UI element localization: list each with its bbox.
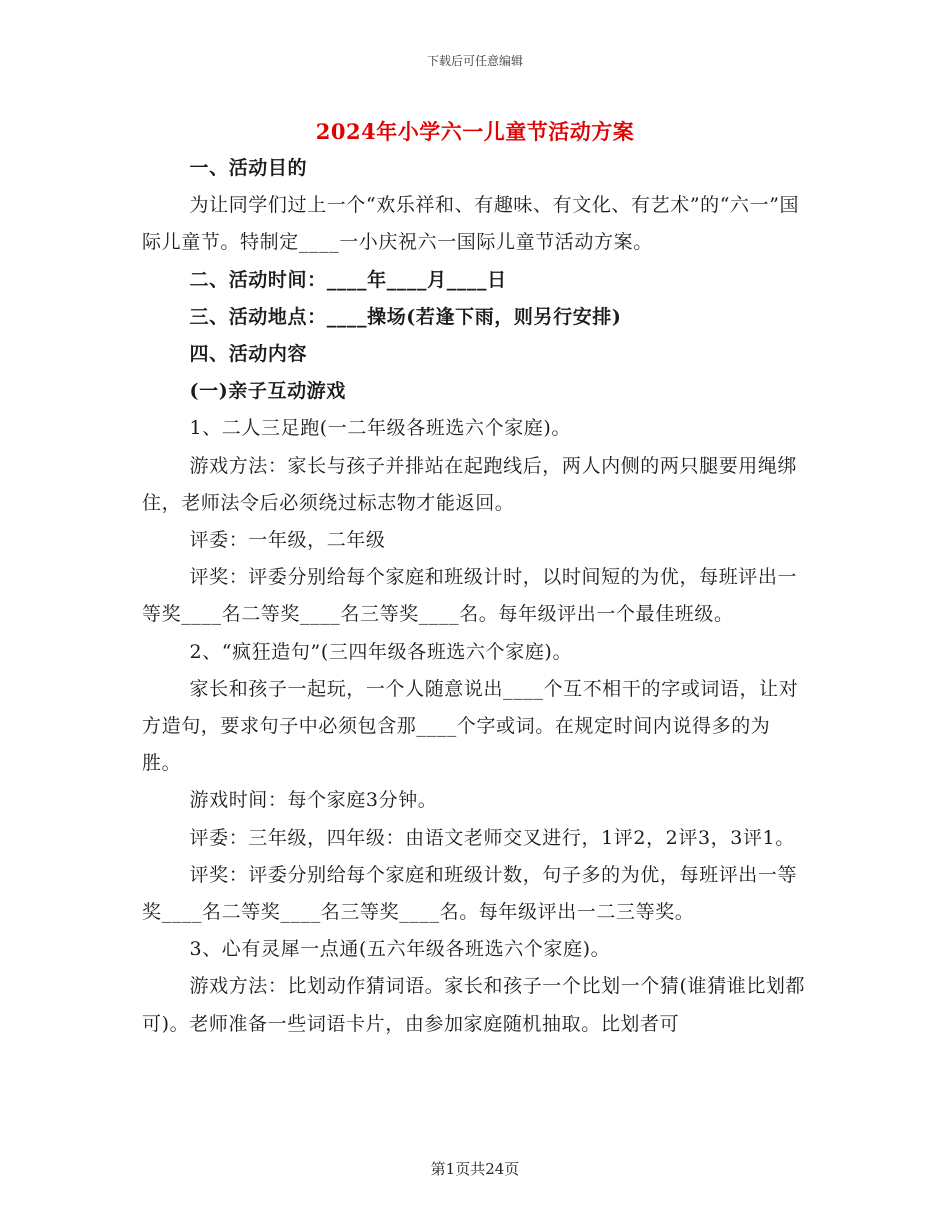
paragraph: 评奖：评委分别给每个家庭和班级计数，句子多的为优，每班评出一等奖____名二等奖____名三等奖____名。每年级评出一二三等奖。 [142,863,798,924]
paragraph: 家长和孩子一起玩，一个人随意说出____个互不相干的字或词语，让对方造句，要求句子中必须包含那____个字或词。在规定时间内说得多的为胜。 [142,677,799,775]
paragraph: 评委：一年级，二年级 [189,529,386,552]
page-header: 下载后可任意编辑 [426,54,523,68]
page-footer: 第1页共24页 [430,1160,520,1178]
subsection-heading: (一)亲子互动游戏 [189,380,346,403]
paragraph: 游戏时间：每个家庭3分钟。 [189,789,438,812]
paragraph: 游戏方法：比划动作猜词语。家长和孩子一个比划一个猜(谁猜谁比划都可)。老师准备一些词语卡片，由参加家庭随机抽取。比划者可 [142,975,806,1035]
paragraph: 2、“疯狂造句”(三四年级各班选六个家庭)。 [189,640,573,663]
document-body [142,150,808,1043]
paragraph: 评委：三年级，四年级：由语文老师交叉进行，1评2，2评3，3评1。 [189,826,795,849]
section-heading: 四、活动内容 [189,343,308,366]
section-heading: 三、活动地点：____操场(若逢下雨，则另行安排) [189,305,622,328]
paragraph: 1、二人三足跑(一二年级各班选六个家庭)。 [189,417,572,440]
document-title: 2024年小学六一儿童节活动方案 [315,119,635,144]
section-heading: 二、活动时间：____年____月____日 [189,268,507,291]
paragraph: 为让同学们过上一个“欢乐祥和、有趣味、有文化、有艺术”的“六一”国际儿童节。特制定____一小庆祝六一国际儿童节活动方案。 [142,194,800,254]
paragraph: 3、心有灵犀一点通(五六年级各班选六个家庭)。 [189,938,611,961]
paragraph: 评奖：评委分别给每个家庭和班级计时，以时间短的为优，每班评出一等奖____名二等奖____名三等奖____名。每年级评出一个最佳班级。 [142,566,798,626]
paragraph: 游戏方法：家长与孩子并排站在起跑线后，两人内侧的两只腿要用绳绑住，老师法令后必须绕过标志物才能返回。 [142,454,798,514]
section-heading: 一、活动目的 [189,157,308,179]
